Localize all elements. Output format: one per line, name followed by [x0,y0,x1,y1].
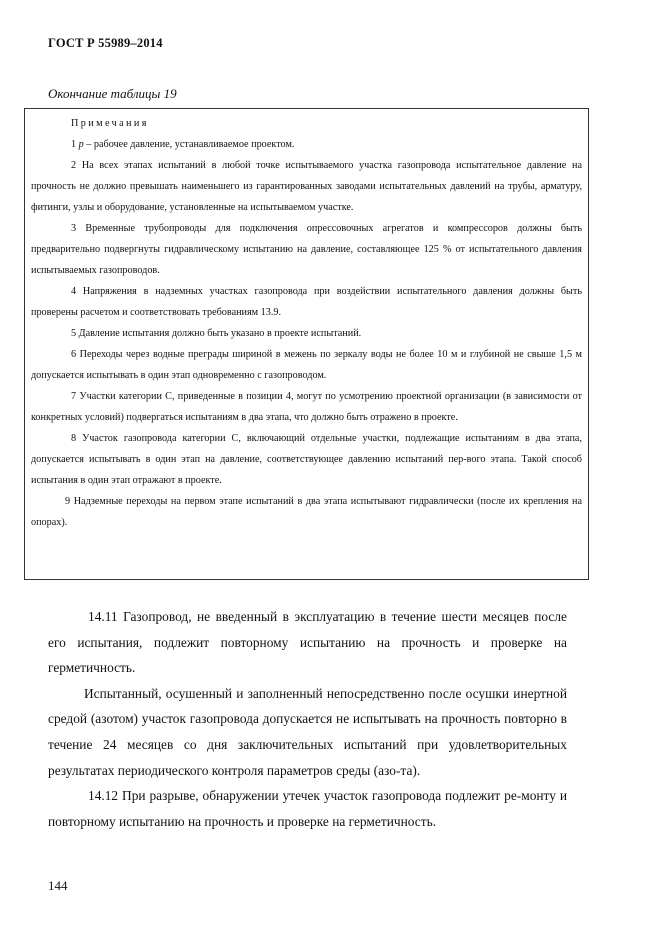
paragraph-tested-section: Испытанный, осушенный и заполненный непосредственно после осушки инертной средой (азотом) участок газопровода допускается не испытывать на прочность повторно в течение 24 месяцев со дня заключительных испытаний при удовлетворительных результатах периодического контроля параметров среды (азо-та). [48,685,567,778]
notes-content [31,113,582,533]
note-4: 4 Напряжения в надземных участках газопровода при воздействии испытательного давления должны быть проверены расчетом и соответствовать требованиям 13.9. [31,286,582,318]
notes-box [24,108,589,580]
note-1-variable: p [78,139,84,150]
body-text [48,604,567,834]
note-1-number: 1 [71,139,77,150]
note-5: 5 Давление испытания должно быть указано в проекте испытаний. [71,328,362,339]
paragraph-14-11: 14.11 Газопровод, не введенный в эксплуатацию в течение шести месяцев после его испытания, подлежит повторному испытанию на прочность и проверке на герметичность. [48,609,567,676]
paragraph-14-12: 14.12 При разрыве, обнаружении утечек участок газопровода подлежит ре-монту и повторному испытанию на прочность и проверке на герметичность. [48,788,567,829]
page-number: 144 [48,878,68,893]
note-1 [31,134,582,155]
notes-heading: Примечания [71,118,149,129]
note-8: 8 Участок газопровода категории С, включающий отдельные участки, подлежащие испытаниям в два этапа, допускается испытывать в один этап на давление, соответствующее давлению испытаний пер-вого этапа. Такой способ испытания в один этап отражают в проекте. [31,433,582,486]
note-2: 2 На всех этапах испытаний в любой точке испытываемого участка газопровода испытательное давление на прочность не должно превышать наименьшего из гарантированных заводами испытательных давлений на трубы, арматуру, фитинги, узлы и оборудование, установленные на испытываемом участке. [31,160,582,213]
note-6: 6 Переходы через водные преграды шириной в межень по зеркалу воды не более 10 м и глубиной не свыше 1,5 м допускается испытывать в один этап одновременно с газопроводом. [31,349,582,381]
note-9: 9 Надземные переходы на первом этапе испытаний в два этапа испытывают гидравлически (после их крепления на опорах). [31,496,582,528]
note-7: 7 Участки категории С, приведенные в позиции 4, могут по усмотрению проектной организации (в зависимости от конкретных условий) подвергаться испытаниям в два этапа, что должно быть отражено в проекте. [31,391,582,423]
note-1-text: – рабочее давление, устанавливаемое проектом. [83,139,295,150]
document-header: ГОСТ Р 55989–2014 [48,36,163,50]
note-3: 3 Временные трубопроводы для подключения опрессовочных агрегатов и компрессоров должны быть предварительно подвергнуты гидравлическому испытанию на давление, составляющее 125 % от испытательного давления испытываемых газопроводов. [31,223,582,276]
table-caption: Окончание таблицы 19 [48,86,177,101]
